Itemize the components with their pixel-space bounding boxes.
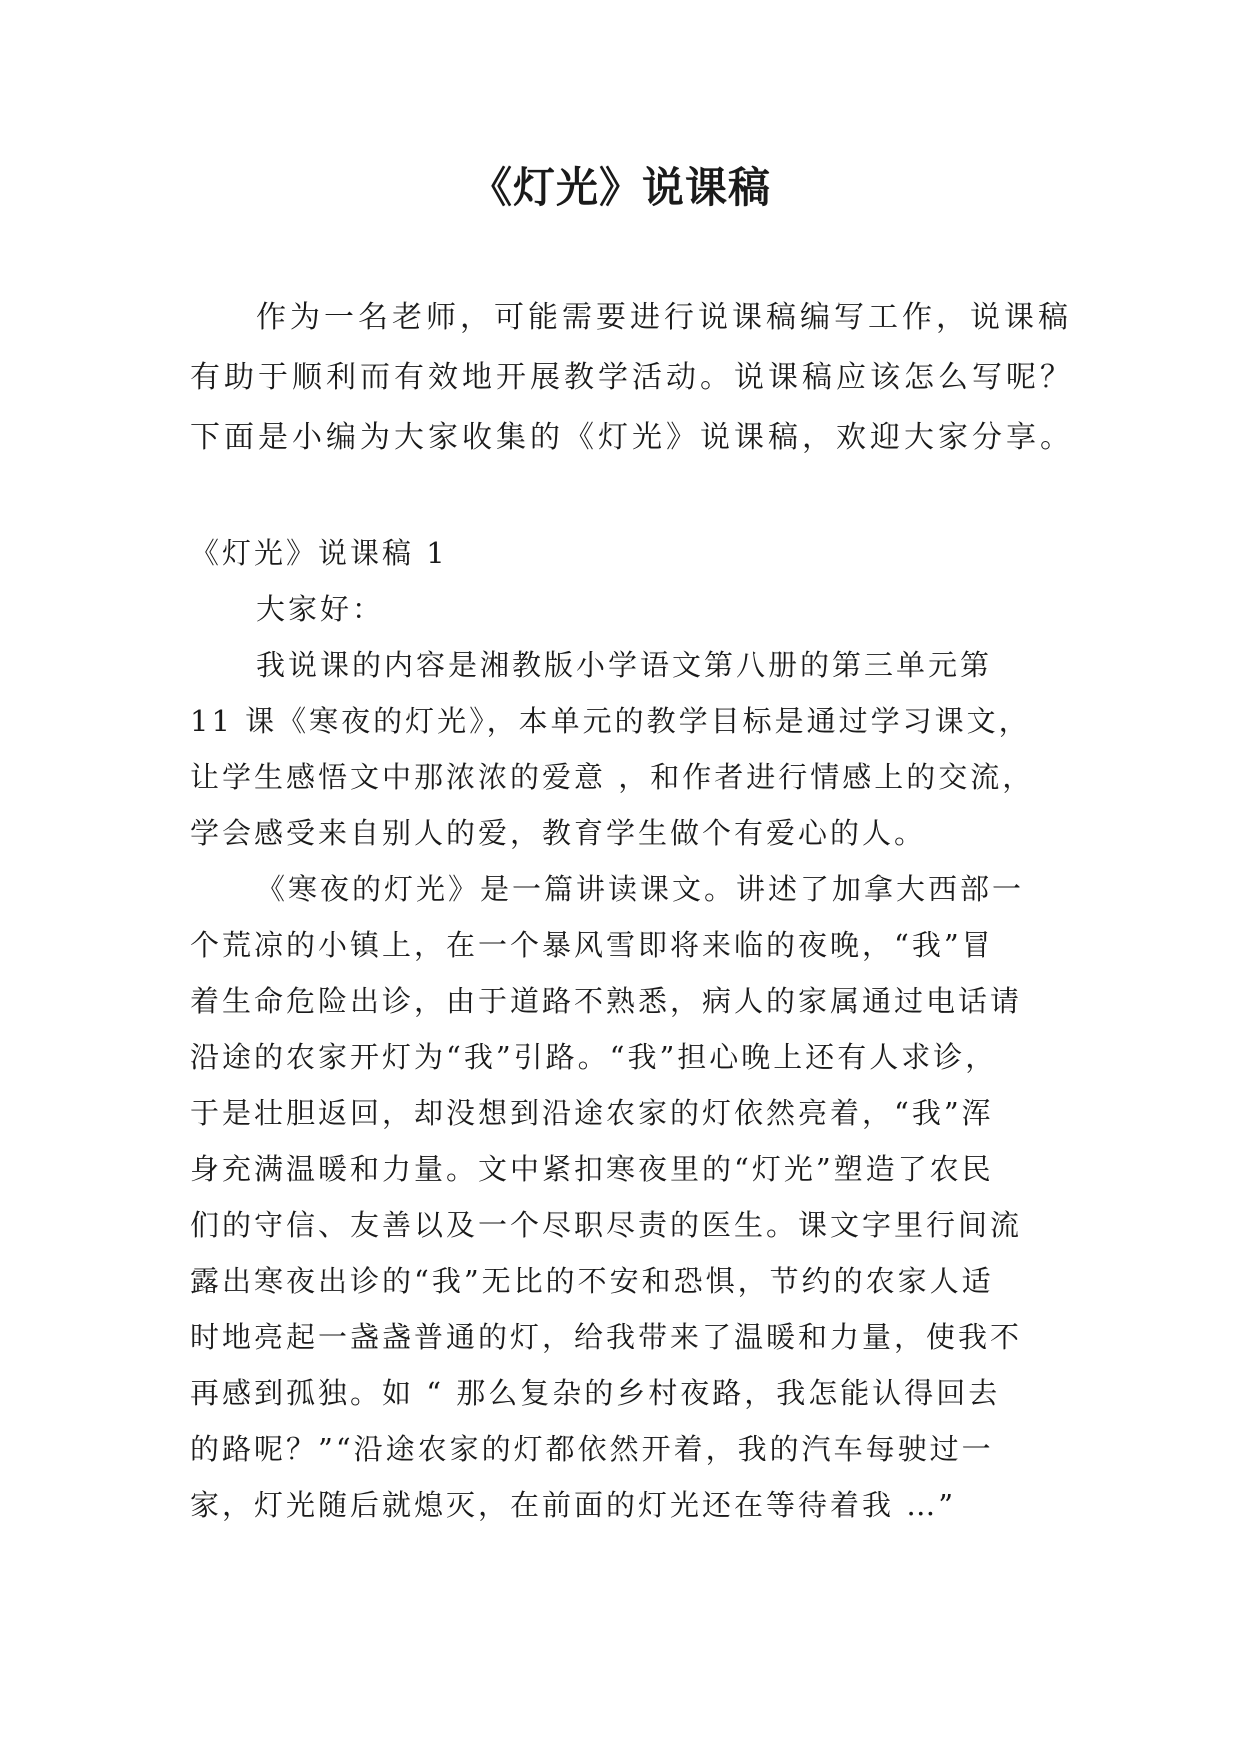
document-title: 《灯光》说课稿 — [469, 163, 771, 212]
intro-paragraph — [190, 288, 1074, 468]
paragraph-2 — [190, 861, 1052, 1533]
paragraph-line: 让学生感悟文中那浓浓的爱意 ，和作者进行情感上的交流， — [190, 760, 1035, 794]
intro-line: 下面是小编为大家收集的《灯光》说课稿，欢迎大家分享。 — [190, 420, 1074, 455]
paragraph-line: 我说课的内容是湘教版小学语文第八册的第三单元第 — [256, 648, 993, 682]
greeting: 大家好： — [256, 592, 385, 626]
paragraph-1 — [190, 637, 1052, 861]
paragraph-line: 身充满温暖和力量。文中紧扣寒夜里的“灯光”塑造了农民 — [190, 1152, 994, 1186]
paragraph-line: 沿途的农家开灯为“我”引路。“我”担心晚上还有人求诊， — [190, 1040, 998, 1074]
paragraph-line: 于是壮胆返回，却没想到沿途农家的灯依然亮着，“我”浑 — [190, 1096, 994, 1130]
paragraph-line: 家，灯光随后就熄灭，在前面的灯光还在等待着我 …” — [190, 1488, 957, 1522]
paragraph-line: 露出寒夜出诊的“我”无比的不安和恐惧，节约的农家人适 — [190, 1264, 994, 1298]
paragraph-line: 着生命危险出诊，由于道路不熟悉，病人的家属通过电话请 — [190, 984, 1023, 1018]
section-heading: 《灯光》说课稿 1 — [190, 536, 448, 570]
paragraph-line: 11 课《寒夜的灯光》，本单元的教学目标是通过学习课文， — [190, 704, 1031, 738]
paragraph-line: 的路呢？”“沿途农家的灯都依然开着，我的汽车每驶过一 — [190, 1432, 994, 1466]
paragraph-line: 《寒夜的灯光》是一篇讲读课文。讲述了加拿大西部一 — [256, 872, 1025, 906]
intro-line: 有助于顺利而有效地开展教学活动。说课稿应该怎么写呢？ — [190, 360, 1074, 395]
paragraph-line: 再感到孤独。如 “ 那么复杂的乡村夜路，我怎能认得回去 — [190, 1376, 1001, 1410]
paragraph-line: 时地亮起一盏盏普通的灯，给我带来了温暖和力量，使我不 — [190, 1320, 1023, 1354]
paragraph-line: 个荒凉的小镇上，在一个暴风雪即将来临的夜晚，“我”冒 — [190, 928, 994, 962]
paragraph-line: 们的守信、友善以及一个尽职尽责的医生。课文字里行间流 — [190, 1208, 1023, 1242]
document-body — [190, 525, 1052, 1533]
paragraph-line: 学会感受来自别人的爱，教育学生做个有爱心的人。 — [190, 816, 927, 850]
intro-line: 作为一名老师，可能需要进行说课稿编写工作，说课稿 — [256, 300, 1072, 335]
